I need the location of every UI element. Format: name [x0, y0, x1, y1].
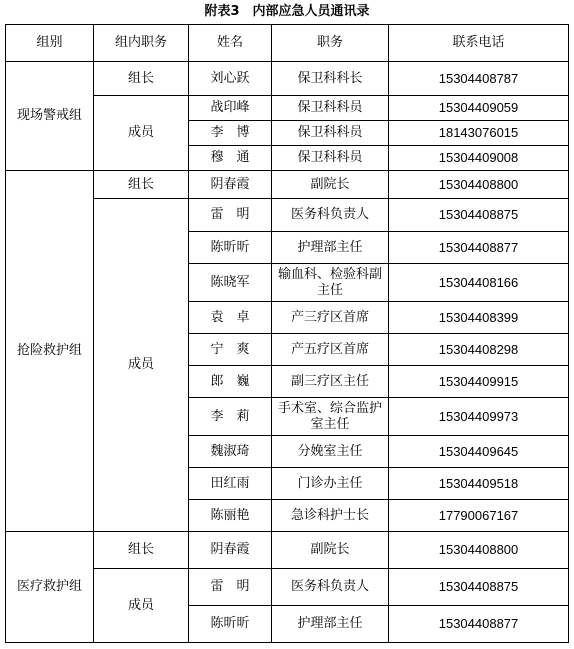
name-cell: 袁 卓 — [189, 302, 272, 334]
role-cell: 组长 — [94, 62, 189, 96]
duty-cell: 分娩室主任 — [272, 436, 389, 468]
role-cell: 成员 — [94, 96, 189, 171]
phone-cell: 17790067167 — [389, 500, 569, 532]
duty-cell: 护理部主任 — [272, 232, 389, 264]
contact-table — [5, 24, 569, 643]
name-cell: 穆 通 — [189, 146, 272, 171]
phone-cell: 15304408166 — [389, 264, 569, 302]
phone-cell: 15304409973 — [389, 398, 569, 436]
phone-cell: 15304409008 — [389, 146, 569, 171]
name-cell: 李 莉 — [189, 398, 272, 436]
duty-cell: 保卫科科员 — [272, 146, 389, 171]
name-cell: 陈丽艳 — [189, 500, 272, 532]
role-cell: 成员 — [94, 199, 189, 532]
phone-cell: 15304409518 — [389, 468, 569, 500]
name-cell: 魏淑琦 — [189, 436, 272, 468]
header-duty: 职务 — [272, 25, 389, 62]
phone-cell: 15304408875 — [389, 199, 569, 232]
header-role: 组内职务 — [94, 25, 189, 62]
name-cell: 战印峰 — [189, 96, 272, 121]
role-cell: 成员 — [94, 569, 189, 643]
group-name-cell: 抢险救护组 — [6, 171, 94, 532]
duty-cell: 副院长 — [272, 532, 389, 569]
name-cell: 雷 明 — [189, 569, 272, 606]
duty-cell: 保卫科科员 — [272, 96, 389, 121]
phone-cell: 15304408800 — [389, 532, 569, 569]
phone-cell: 15304409915 — [389, 366, 569, 398]
duty-cell: 医务科负责人 — [272, 569, 389, 606]
duty-cell: 副院长 — [272, 171, 389, 199]
phone-cell: 15304408877 — [389, 232, 569, 264]
name-cell: 刘心跃 — [189, 62, 272, 96]
duty-cell: 门诊办主任 — [272, 468, 389, 500]
name-cell: 陈晓军 — [189, 264, 272, 302]
phone-cell: 15304408787 — [389, 62, 569, 96]
group-name-cell: 现场警戒组 — [6, 62, 94, 171]
name-cell: 田红雨 — [189, 468, 272, 500]
duty-cell: 保卫科科员 — [272, 121, 389, 146]
phone-cell: 15304409059 — [389, 96, 569, 121]
phone-cell: 15304408877 — [389, 606, 569, 643]
duty-cell: 护理部主任 — [272, 606, 389, 643]
role-cell: 组长 — [94, 171, 189, 199]
duty-cell: 输血科、检验科副主任 — [272, 264, 389, 302]
phone-cell: 15304408399 — [389, 302, 569, 334]
name-cell: 陈昕昕 — [189, 606, 272, 643]
duty-cell: 产五疗区首席 — [272, 334, 389, 366]
name-cell: 阴春霞 — [189, 171, 272, 199]
table-row — [6, 62, 569, 96]
table-row — [6, 532, 569, 569]
phone-cell: 18143076015 — [389, 121, 569, 146]
header-name: 姓名 — [189, 25, 272, 62]
table-body — [6, 62, 569, 643]
name-cell: 李 博 — [189, 121, 272, 146]
name-cell: 阴春霞 — [189, 532, 272, 569]
role-cell: 组长 — [94, 532, 189, 569]
group-name-cell: 医疗救护组 — [6, 532, 94, 643]
duty-cell: 手术室、综合监护室主任 — [272, 398, 389, 436]
table-header-row — [6, 25, 569, 62]
header-phone: 联系电话 — [389, 25, 569, 62]
phone-cell: 15304408800 — [389, 171, 569, 199]
phone-cell: 15304408298 — [389, 334, 569, 366]
duty-cell: 产三疗区首席 — [272, 302, 389, 334]
page-title: 附表3 内部应急人员通讯录 — [204, 4, 370, 19]
duty-cell: 副三疗区主任 — [272, 366, 389, 398]
phone-cell: 15304409645 — [389, 436, 569, 468]
name-cell: 雷 明 — [189, 199, 272, 232]
header-group: 组别 — [6, 25, 94, 62]
table-row — [6, 171, 569, 199]
duty-cell: 医务科负责人 — [272, 199, 389, 232]
duty-cell: 急诊科护士长 — [272, 500, 389, 532]
duty-cell: 保卫科科长 — [272, 62, 389, 96]
name-cell: 郎 巍 — [189, 366, 272, 398]
name-cell: 陈昕昕 — [189, 232, 272, 264]
phone-cell: 15304408875 — [389, 569, 569, 606]
name-cell: 宁 爽 — [189, 334, 272, 366]
